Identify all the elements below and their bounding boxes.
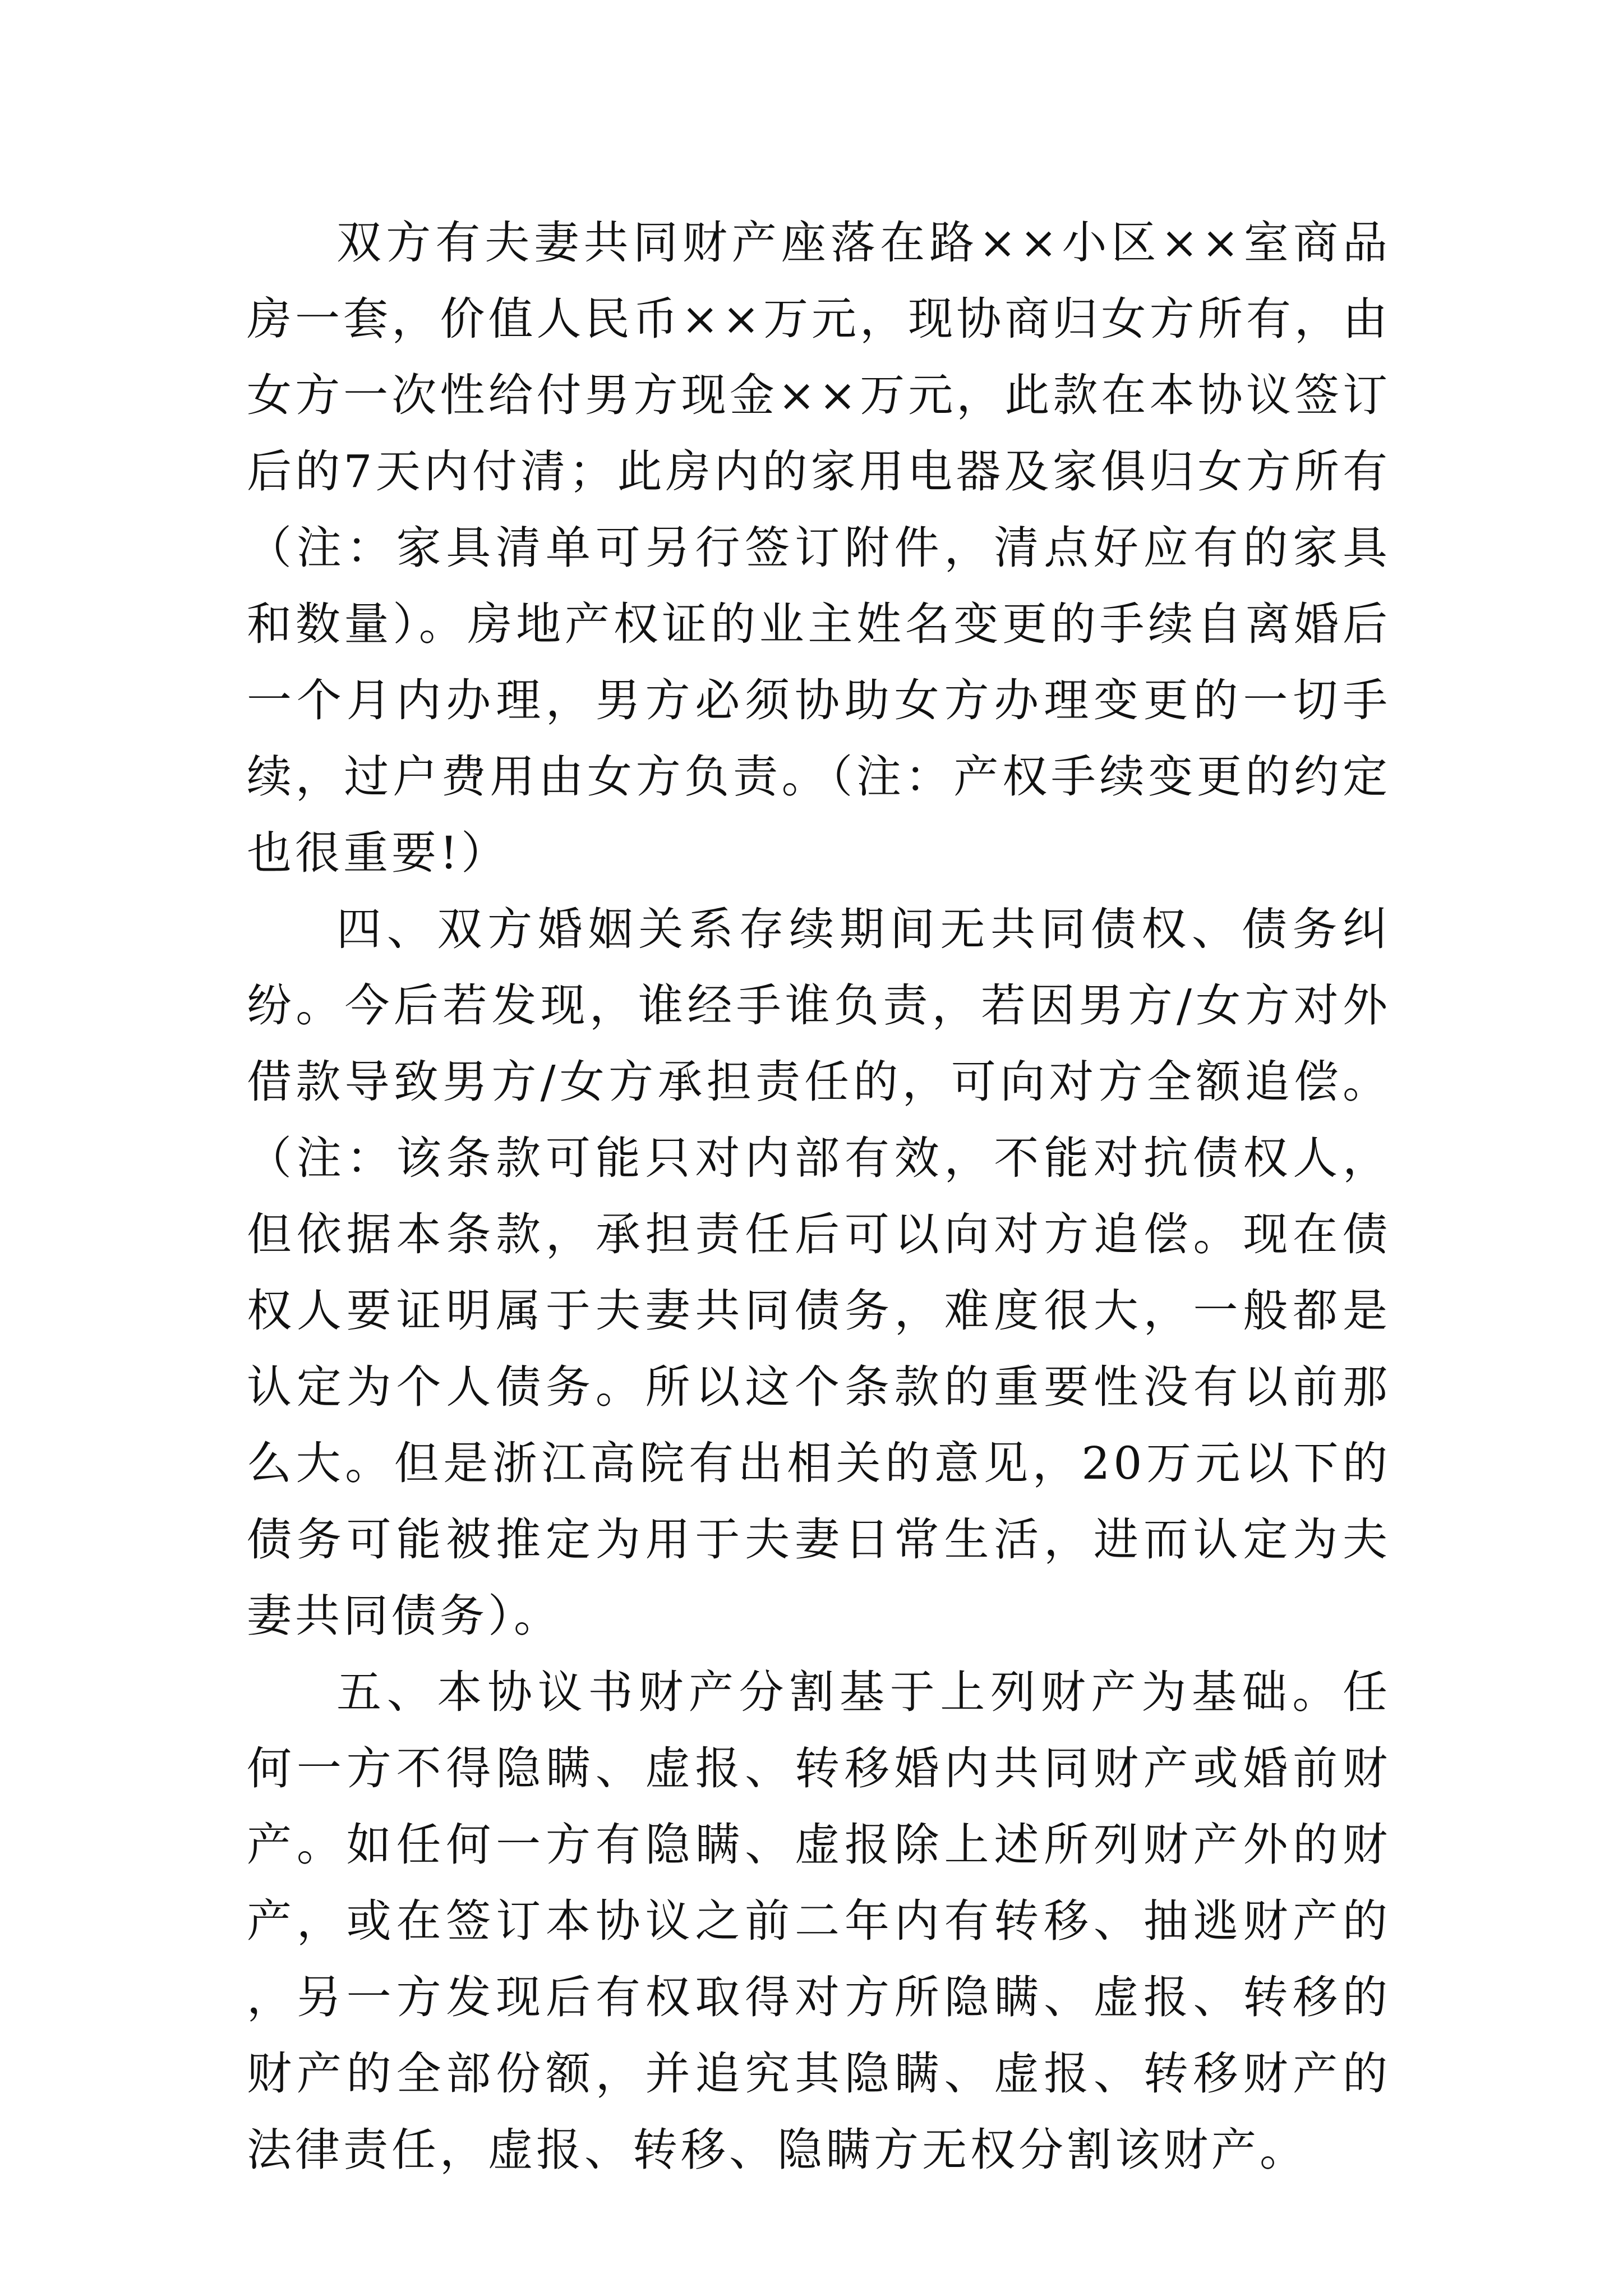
paragraph-clause-four-debts: 四、双方婚姻关系存续期间无共同债权、债务纠纷。今后若发现，谁经手谁负责，若因男方/女方对外借款导致男方/女方承担责任的，可向对方全额追偿。（注：该条款可能只对内部有效，不能对抗债权人，但依据本条款，承担责任后可以向对方追偿。现在债权人要证明属于夫妻共同债务，难度很大，一般都是认定为个人债务。所以这个条款的重要性没有以前那么大。但是浙江高院有出相关的意见，20万元以下的债务可能被推定为用于夫妻日常生活，进而认定为夫妻共同债务）。: [247, 903, 1391, 1642]
paragraph-property-house: 双方有夫妻共同财产座落在路××小区××室商品房一套，价值人民币××万元，现协商归女方所有，由女方一次性给付男方现金××万元，此款在本协议签订后的7天内付清；此房内的家用电器及家俱归女方所有（注：家具清单可另行签订附件，清点好应有的家具和数量）。房地产权证的业主姓名变更的手续自离婚后一个月内办理，男方必须协助女方办理变更的一切手续，过户费用由女方负责。（注：产权手续变更的约定也很重要!）: [247, 217, 1391, 879]
document-body: [247, 205, 1391, 2188]
paragraph-clause-five-property-division: 五、本协议书财产分割基于上列财产为基础。任何一方不得隐瞒、虚报、转移婚内共同财产或婚前财产。如任何一方有隐瞒、虚报除上述所列财产外的财产，或在签订本协议之前二年内有转移、抽逃财产的，另一方发现后有权取得对方所隐瞒、虚报、转移的财产的全部份额，并追究其隐瞒、虚报、转移财产的法律责任，虚报、转移、隐瞒方无权分割该财产。: [247, 1666, 1391, 2176]
